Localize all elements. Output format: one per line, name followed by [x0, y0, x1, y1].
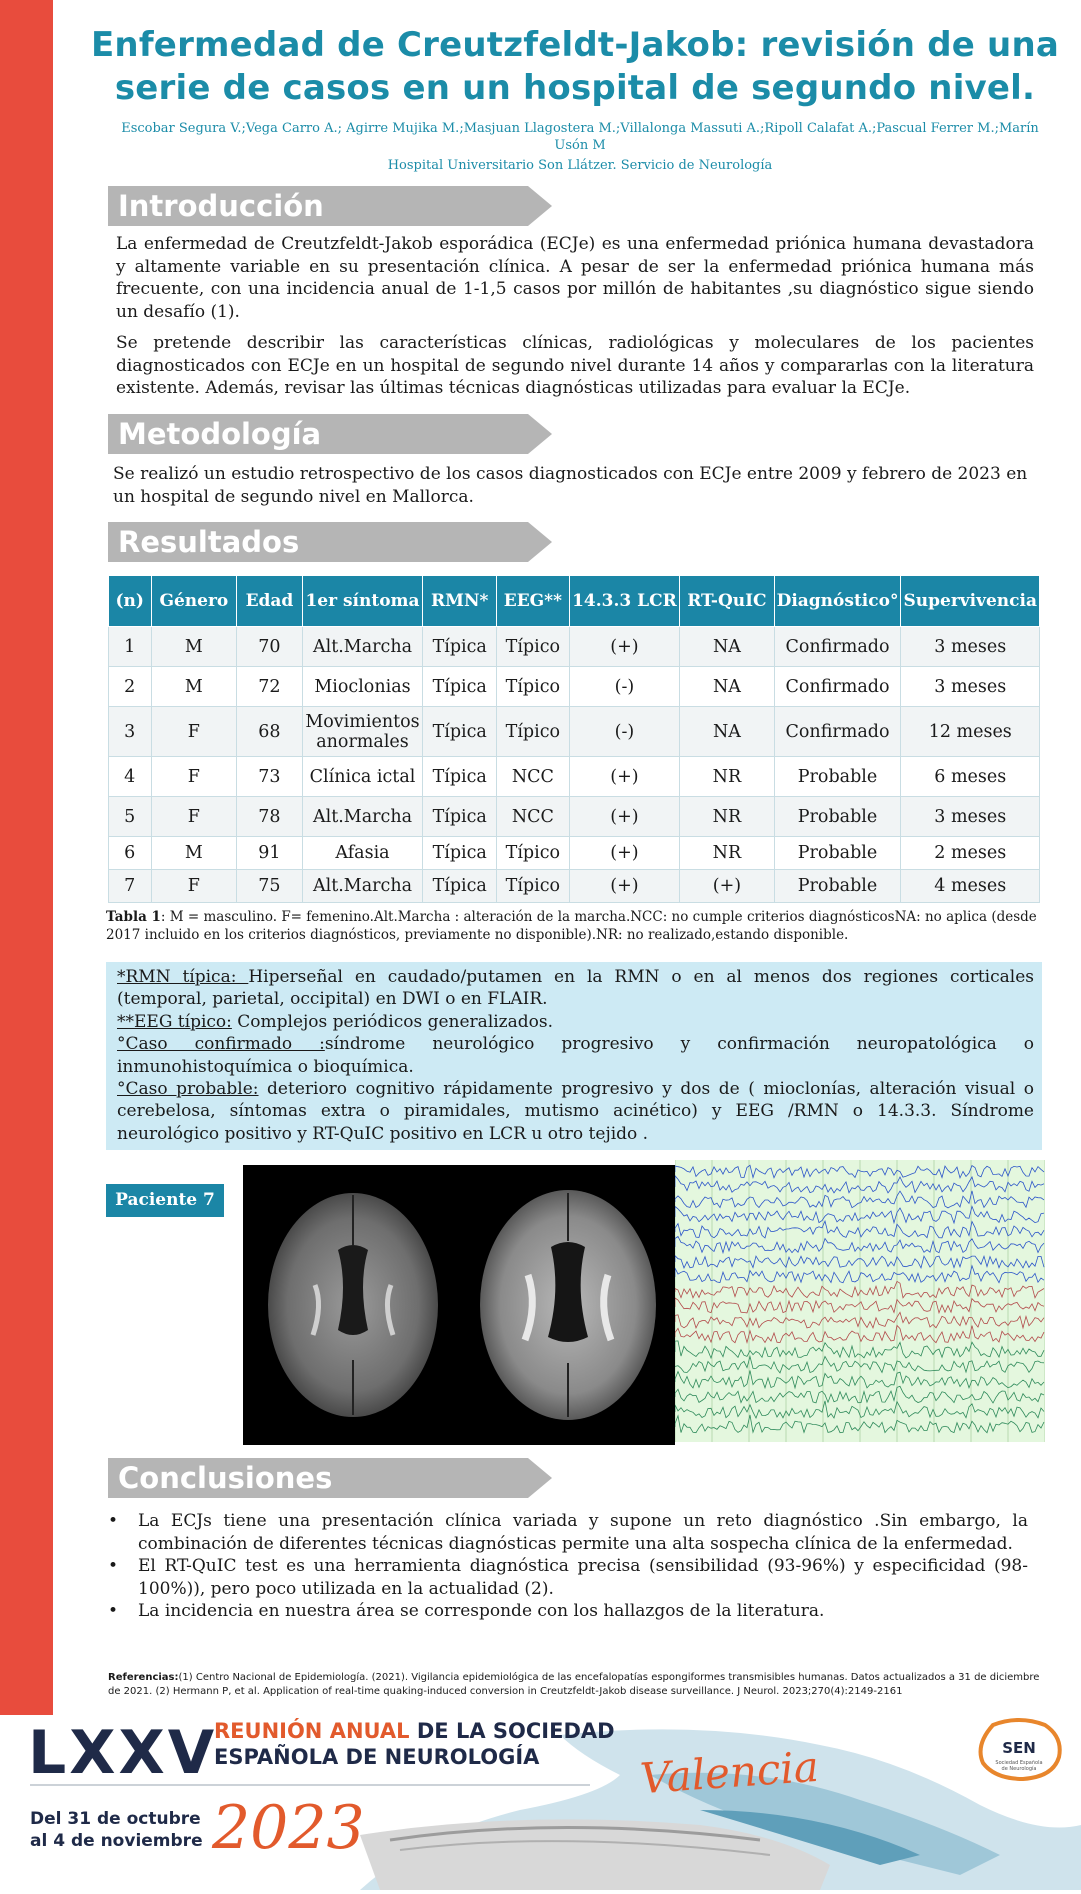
definition-term: *RMN típica:: [117, 967, 249, 987]
table-cell: 3 meses: [901, 797, 1040, 837]
col-header: EEG**: [497, 576, 569, 627]
table-cell: Alt.Marcha: [302, 797, 423, 837]
references-text: (1) Centro Nacional de Epidemiología. (2021). Vigilancia epidemiológica de las encefalopatías espongiformes transmisibles humanas. Datos actualizados a 31 de diciembre de 2021. (2) Hermann P, et al. Application of real-time quaking-induced conversion in Creutzfeldt-Jakob disease surveillance. J Neurol. 2023;270(4):2149-2161: [108, 1672, 1040, 1697]
section-title: Conclusiones: [118, 1461, 333, 1495]
congress-name-line-1: [214, 1719, 615, 1743]
table-cell: F: [151, 757, 237, 797]
table-cell: Típico: [497, 667, 569, 707]
definition-text: Hiperseñal en caudado/putamen en la RMN o en al menos dos regiones corticales (temporal, parietal, occipital) en DWI o en FLAIR.: [117, 967, 1034, 1010]
table-cell: (+): [569, 797, 680, 837]
table-cell: 4: [109, 757, 152, 797]
table-row: [109, 797, 1040, 837]
col-header: 14.3.3 LCR: [569, 576, 680, 627]
table-cell: 75: [237, 870, 302, 903]
logo-text: SEN: [1002, 1739, 1036, 1757]
table-cell: (-): [569, 707, 680, 757]
col-header: RMN*: [423, 576, 497, 627]
intro-paragraph-2: Se pretende describir las características clínicas, radiológicas y moleculares de los pacientes diagnosticados con ECJe en un hospital de segundo nivel durante 14 años y compararlas con la literatura existente. Además, revisar las últimas técnicas diagnósticas utilizadas para evaluar la ECJe.: [116, 333, 1034, 398]
table-cell: F: [151, 797, 237, 837]
table-cell: 5: [109, 797, 152, 837]
table-cell: F: [151, 870, 237, 903]
references: [108, 1671, 1043, 1699]
table-cell: 70: [237, 627, 302, 667]
table-cell: Probable: [774, 837, 901, 870]
table-cell: (+): [569, 870, 680, 903]
definition-item: [117, 1033, 1034, 1078]
author-list: Escobar Segura V.;Vega Carro A.; Agirre Mujika M.;Masjuan Llagostera M.;Villalonga Massuti A.;Ripoll Calafat A.;Pascual Ferrer M.;Marín Usón M: [121, 121, 1039, 153]
congress-year: 2023: [212, 1793, 365, 1863]
table-cell: NA: [680, 627, 774, 667]
table-cell: 3 meses: [901, 627, 1040, 667]
table-cell: Típica: [423, 667, 497, 707]
table-cell: 6 meses: [901, 757, 1040, 797]
congress-number: LXXV: [28, 1718, 218, 1788]
table-cell: 78: [237, 797, 302, 837]
table-cell: Probable: [774, 870, 901, 903]
section-title: Introducción: [118, 189, 324, 223]
table-cell: M: [151, 837, 237, 870]
table-cell: NR: [680, 757, 774, 797]
table-cell: (+): [680, 870, 774, 903]
table-cell: 2: [109, 667, 152, 707]
caption-label: Tabla 1: [106, 909, 161, 925]
table-row: [109, 627, 1040, 667]
table-cell: NCC: [497, 797, 569, 837]
table-cell: NR: [680, 837, 774, 870]
table-cell: 7: [109, 870, 152, 903]
congress-name-line-2: ESPAÑOLA DE NEUROLOGÍA: [214, 1745, 540, 1769]
table-cell: 68: [237, 707, 302, 757]
table-cell: 73: [237, 757, 302, 797]
table-cell: Típica: [423, 870, 497, 903]
table-cell: Típico: [497, 837, 569, 870]
section-header-conclusiones: [108, 1458, 552, 1498]
list-item: • El RT-QuIC test es una herramienta diagnóstica precisa (sensibilidad (93-96%) y especificidad (98-100%)), pero poco utilizada en la actualidad (2).: [108, 1555, 1028, 1600]
definition-item: [117, 1078, 1034, 1145]
table-row: [109, 707, 1040, 757]
table-cell: Típica: [423, 627, 497, 667]
table-cell: 12 meses: [901, 707, 1040, 757]
definition-item: [117, 966, 1034, 1011]
table-cell: 3 meses: [901, 667, 1040, 707]
eeg-trace: [675, 1160, 1045, 1442]
conclusions-list: [108, 1510, 1028, 1623]
list-item: • La ECJs tiene una presentación clínica variada y supone un reto diagnóstico .Sin embargo, la combinación de diferentes técnicas diagnósticas permite una alta sospecha clínica de la enfermedad.: [108, 1510, 1028, 1555]
table-cell: NA: [680, 667, 774, 707]
definition-text: deterioro cognitivo rápidamente progresivo y dos de ( mioclonías, alteración visual o cerebelosa, síntomas extra o piramidales, mutismo acinético) y EEG /RMN o 14.3.3. Síndrome neurológico positivo y RT-QuIC positivo en LCR u otro tejido .: [117, 1079, 1035, 1144]
logo-subtext-1: Sociedad Española: [995, 1760, 1043, 1766]
table-cell: NCC: [497, 757, 569, 797]
definition-text: Complejos periódicos generalizados.: [231, 1011, 554, 1032]
table-cell: Típica: [423, 757, 497, 797]
table-cell: 91: [237, 837, 302, 870]
col-header: RT-QuIC: [680, 576, 774, 627]
definition-term: °Caso confirmado :: [117, 1034, 325, 1055]
col-header: (n): [109, 576, 152, 627]
table-cell: Típica: [423, 707, 497, 757]
table-cell: NR: [680, 797, 774, 837]
table-cell: 6: [109, 837, 152, 870]
results-table: [108, 575, 1040, 903]
eeg-image: [675, 1160, 1045, 1442]
table-cell: Confirmado: [774, 707, 901, 757]
table-cell: F: [151, 707, 237, 757]
congress-city: Valencia: [638, 1741, 821, 1804]
method-text: Se realizó un estudio retrospectivo de los casos diagnosticados con ECJe entre 2009 y febrero de 2023 en un hospital de segundo nivel en Mallorca.: [113, 464, 1028, 507]
caption-text: : M = masculino. F= femenino.Alt.Marcha : alteración de la marcha.NCC: no cumple criterios diagnósticosNA: no aplica (desde 2017 incluido en los criterios diagnósticos, previamente no disponible).NR: no realizado,estando disponible.: [106, 909, 1037, 943]
table-cell: 2 meses: [901, 837, 1040, 870]
table-cell: NA: [680, 707, 774, 757]
table-cell: Típico: [497, 707, 569, 757]
definition-term: **EEG típico:: [117, 1011, 232, 1032]
table-row: [109, 837, 1040, 870]
section-title: Resultados: [118, 525, 300, 559]
col-header: 1er síntoma: [302, 576, 423, 627]
section-header-metodologia: [108, 414, 552, 454]
table-cell: M: [151, 627, 237, 667]
table-cell: Clínica ictal: [302, 757, 423, 797]
table-cell: 3: [109, 707, 152, 757]
references-label: Referencias:: [108, 1672, 179, 1683]
patient-label: Paciente 7: [106, 1184, 224, 1217]
section-title: Metodología: [118, 417, 322, 451]
sen-logo-icon: [973, 1717, 1065, 1783]
table-cell: Típico: [497, 870, 569, 903]
table-cell: Mioclonias: [302, 667, 423, 707]
table-cell: Típica: [423, 837, 497, 870]
mri-brain-scans: [243, 1165, 675, 1445]
table-cell: Movimientos anormales: [302, 707, 423, 757]
table-cell: Probable: [774, 757, 901, 797]
table-caption: [106, 908, 1041, 944]
congress-name-rest: DE LA SOCIEDAD: [409, 1719, 615, 1743]
dates-line-2: al 4 de noviembre: [30, 1831, 203, 1851]
table-cell: M: [151, 667, 237, 707]
col-header: Diagnóstico°: [774, 576, 901, 627]
definition-item: [117, 1011, 1034, 1033]
col-header: Edad: [237, 576, 302, 627]
table-cell: Alt.Marcha: [302, 627, 423, 667]
table-cell: 1: [109, 627, 152, 667]
congress-dates: [30, 1808, 203, 1852]
table-row: [109, 870, 1040, 903]
definitions-box: [106, 962, 1042, 1150]
table-cell: Probable: [774, 797, 901, 837]
table-row: [109, 667, 1040, 707]
definition-term: °Caso probable:: [117, 1079, 259, 1100]
dates-line-1: Del 31 de octubre: [30, 1809, 201, 1829]
table-cell: Confirmado: [774, 627, 901, 667]
logo-subtext-2: de Neurología: [1001, 1766, 1037, 1772]
sen-logo: [973, 1717, 1065, 1783]
left-accent-bar: [0, 0, 53, 1715]
section-header-resultados: [108, 522, 552, 562]
table-header-row: [109, 576, 1040, 627]
table-cell: 4 meses: [901, 870, 1040, 903]
intro-text: [116, 233, 1034, 400]
table-cell: Típico: [497, 627, 569, 667]
table-cell: (-): [569, 667, 680, 707]
col-header: Supervivencia: [901, 576, 1040, 627]
intro-paragraph-1: La enfermedad de Creutzfeldt-Jakob esporádica (ECJe) es una enfermedad priónica humana devastadora y altamente variable en su presentación clínica. A pesar de ser la enfermedad priónica humana más frecuente, con una incidencia anual de 1-1,5 casos por millón de habitantes ,su diagnóstico sigue siendo un desafío (1).: [116, 234, 1034, 322]
table-cell: (+): [569, 757, 680, 797]
table-cell: 72: [237, 667, 302, 707]
section-header-introduccion: [108, 186, 552, 226]
table-cell: (+): [569, 837, 680, 870]
definition-text: síndrome neurológico progresivo y confirmación neuropatológica o inmunohistoquímica o bioquímica.: [117, 1034, 1034, 1077]
table-cell: (+): [569, 627, 680, 667]
congress-highlight: REUNIÓN ANUAL: [214, 1719, 410, 1743]
table-cell: Confirmado: [774, 667, 901, 707]
table-cell: Típica: [423, 797, 497, 837]
col-header: Género: [151, 576, 237, 627]
table-cell: Afasia: [302, 837, 423, 870]
list-item: • La incidencia en nuestra área se corresponde con los hallazgos de la literatura.: [108, 1600, 1028, 1623]
table-row: [109, 757, 1040, 797]
affiliation: Hospital Universitario Son Llátzer. Servicio de Neurología: [387, 158, 773, 173]
poster-title: Enfermedad de Creutzfeldt-Jakob: revisión de una serie de casos en un hospital de segundo nivel.: [90, 25, 1059, 108]
mri-image: [243, 1165, 675, 1445]
table-cell: Alt.Marcha: [302, 870, 423, 903]
